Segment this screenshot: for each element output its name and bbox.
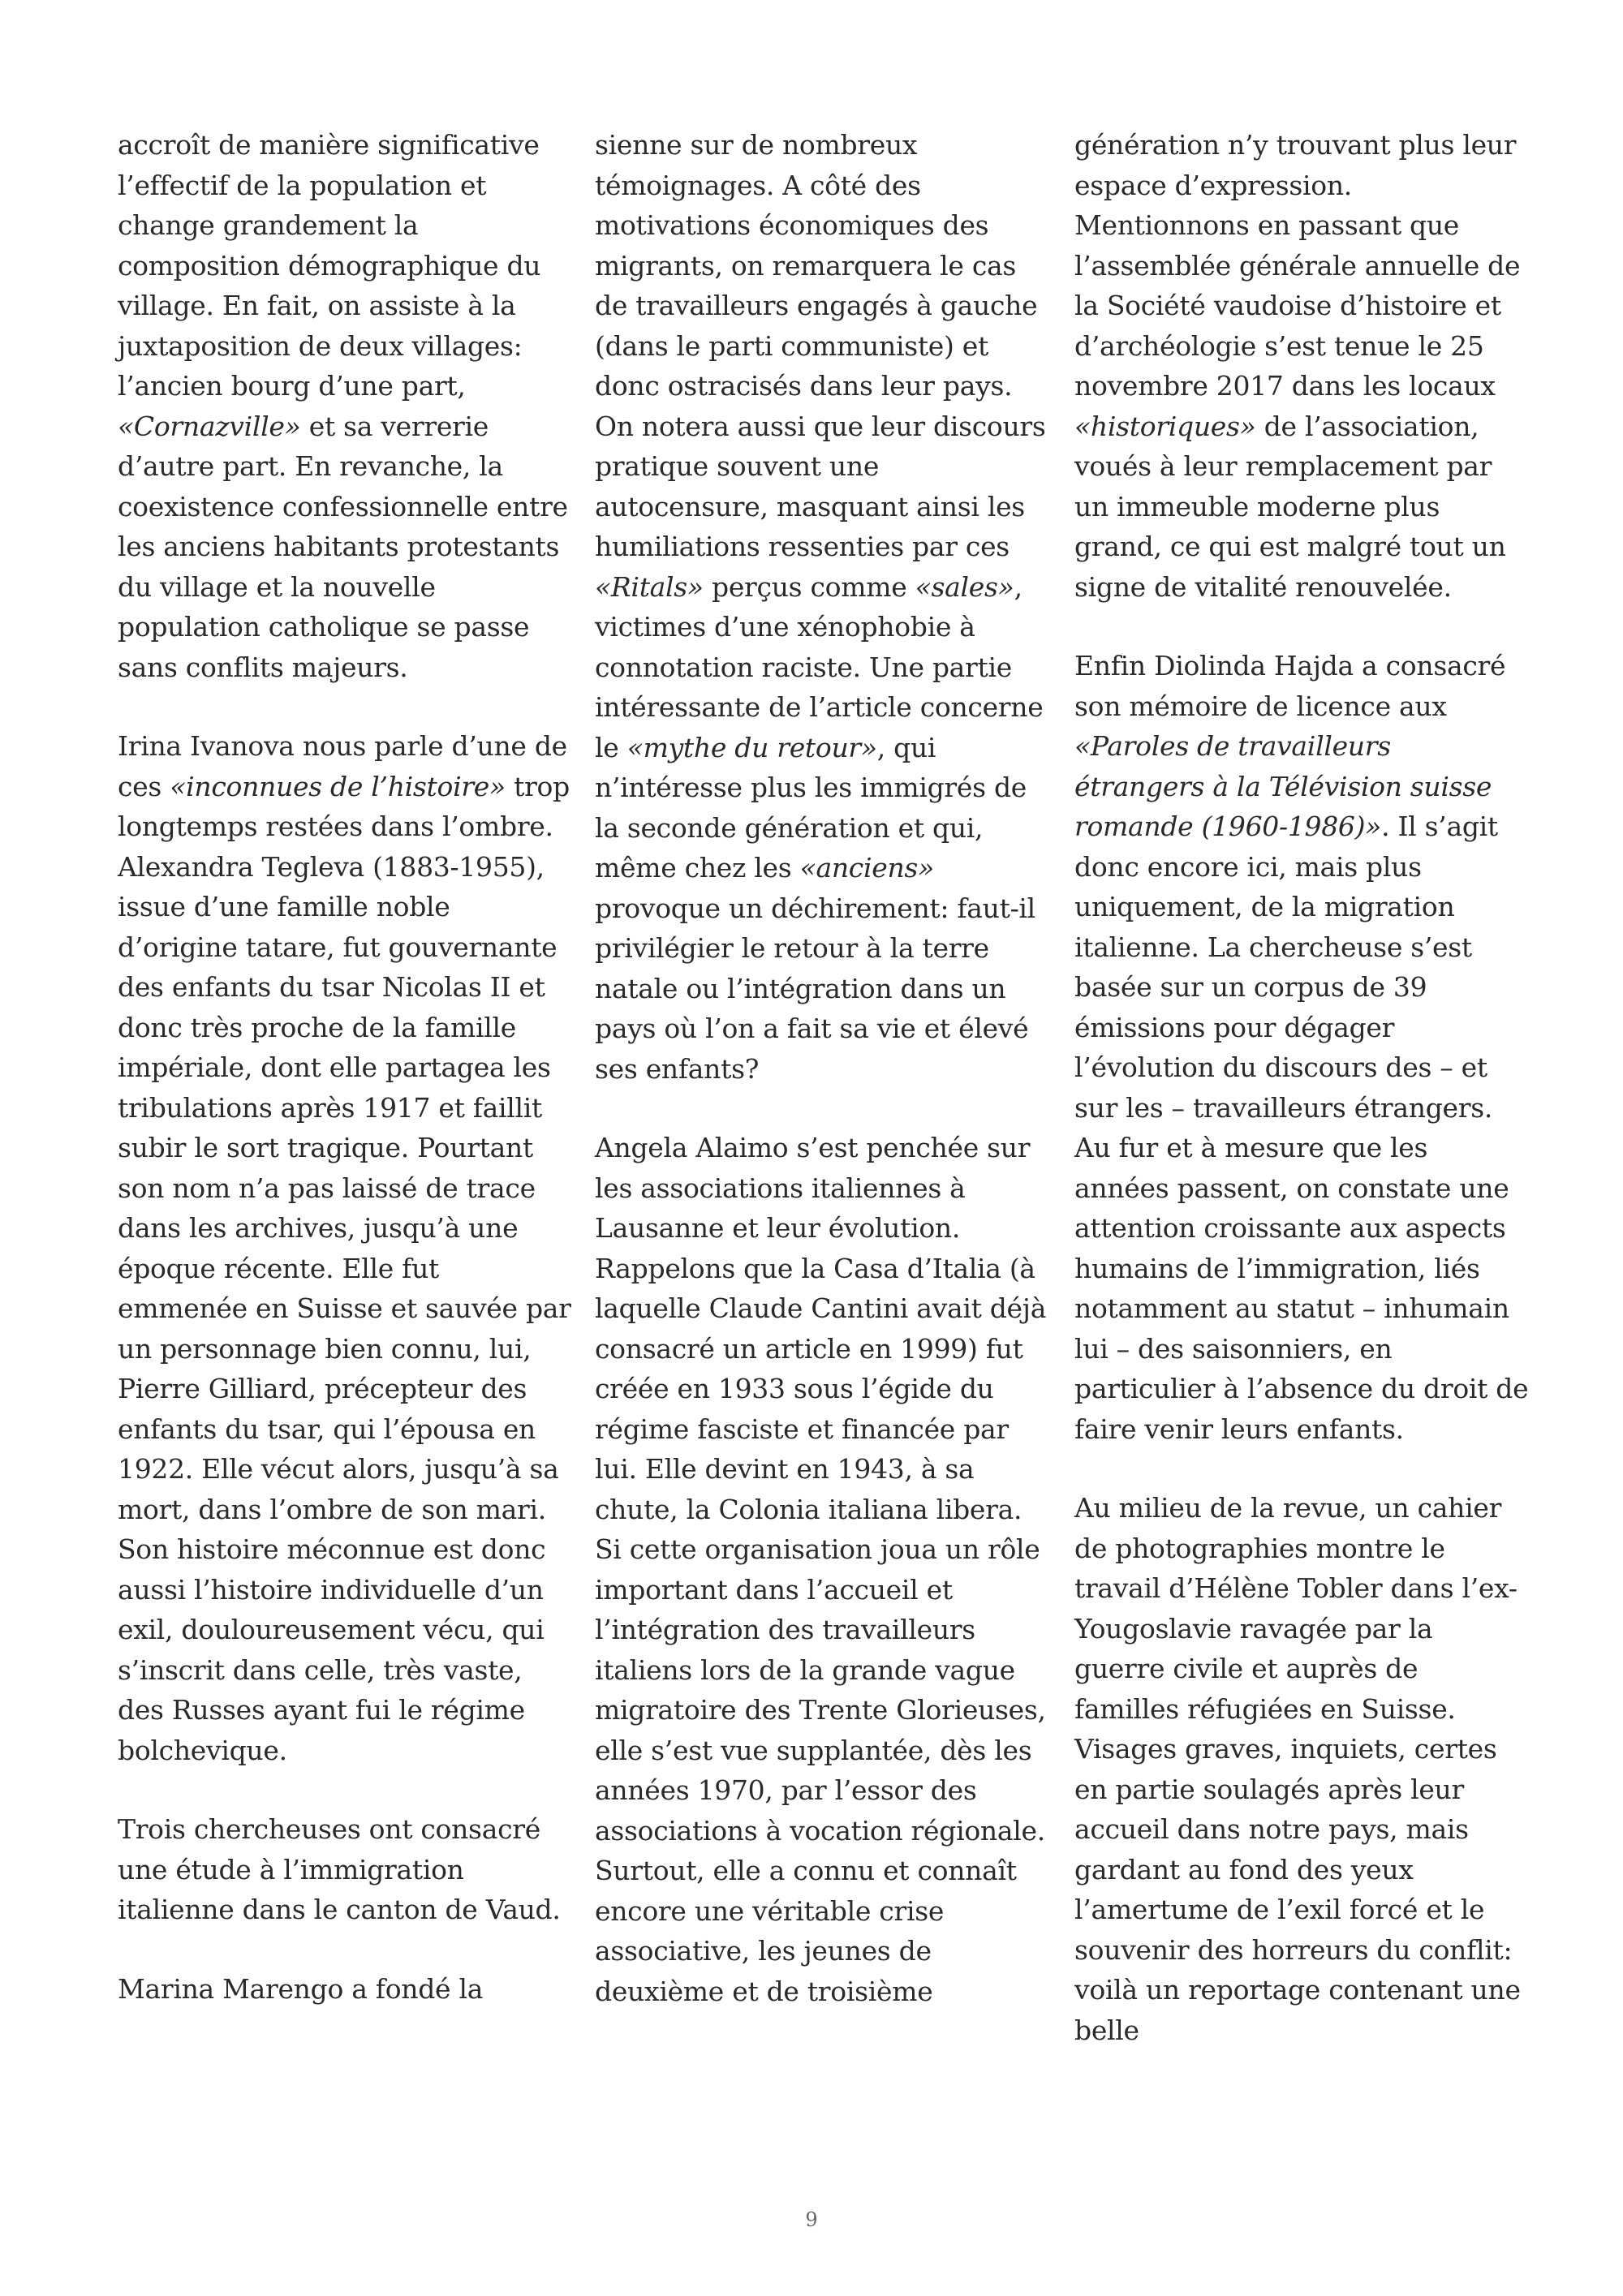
italic-quote: «Paroles de travailleurs étrangers à la Télévision suisse romande (1960-1986)» [1074,730,1492,842]
paragraph [118,1809,572,1930]
paragraph [1074,125,1529,607]
text-run: et sa verrerie d’autre part. En revanche, la coexistence confessionnelle entre les anciens habitants protestants du village et la nouvelle population catholique se passe sans conflits majeurs. [118,410,568,683]
italic-quote: «Cornazville» [118,410,301,442]
italic-quote: «mythe du retour» [626,731,877,763]
italic-quote: «anciens» [799,852,934,884]
text-run: , qui n’intéresse plus les immigrés de la seconde génération et qui, même chez les [595,731,1027,884]
paragraph [595,125,1049,1089]
italic-quote: «historiques» [1074,410,1256,442]
text-run: accroît de manière significative l’effectif de la population et change grandement la composition démographique du village. En fait, on assiste à la juxtaposition de deux villages: l’ancien bourg d’une part, [118,129,541,402]
text-run: génération n’y trouvant plus leur espace d’expression. Mentionnons en passant que l’assemblée générale annuelle de la Société vaudoise d’histoire et d’archéologie s’est tenue le 25 novembre 2017 dans les locaux [1074,129,1521,402]
text-run: , victimes d’une xénophobie à connotation raciste. Une partie intéressante de l’article concerne le [595,570,1044,763]
text-run: sienne sur de nombreux témoignages. A côté des motivations économiques des migrants, on remarquera le cas de travailleurs engagés à gauche (dans le parti communiste) et donc ostracisés dans leur pays. On notera aussi que leur discours pratique souvent une autocensure, masquant ainsi les humiliations ressenties par ces [595,129,1046,562]
paragraph [1074,646,1529,1449]
text-column-2 [595,125,1049,2011]
text-run: Angela Alaimo s’est penchée sur les associations italiennes à Lausanne et leur évolution. Rappelons que la Casa d’Italia (à laquelle Claude Cantini avait déjà consacré un article en 1999) fut créée en 1933 sous l’égide du régime fasciste et financée par lui. Elle devint en 1943, à sa chute, la Colonia italiana libera. Si cette organisation joua un rôle important dans l’accueil et l’intégration des travailleurs italiens lors de la grande vague migratoire des Trente Glorieuses, elle s’est vue supplantée, dès les années 1970, par l’essor des associations à vocation régionale. Surtout, elle a connu et connaît encore une véritable crise associative, les jeunes de deuxième et de troisième [595,1132,1047,2007]
page-number: 9 [805,2208,818,2231]
paragraph [1074,1488,1529,2050]
italic-quote: «inconnues de l’histoire» [170,770,506,802]
text-column-1 [118,125,572,2009]
text-run: Trois chercheuses ont consacré une étude à l’immigration italienne dans le canton de Vaud. [118,1813,561,1925]
text-run: trop longtemps restées dans l’ombre. Alexandra Tegleva (1883-1955), issue d’une famille noble d’origine tatare, fut gouvernante des enfants du tsar Nicolas II et donc très proche de la famille impériale, dont elle partagea les tribulations après 1917 et faillit subir le sort tragique. Pourtant son nom n’a pas laissé de trace dans les archives, jusqu’à une époque récente. Elle fut emmenée en Suisse et sauvée par un personnage bien connu, lui, Pierre Gilliard, précepteur des enfants du tsar, qui l’épousa en 1922. Elle vécut alors, jusqu’à sa mort, dans l’ombre de son mari. Son histoire méconnue est donc aussi l’histoire individuelle d’un exil, douloureusement vécu, qui s’inscrit dans celle, très vaste, des Russes ayant fui le régime bolchevique. [118,770,571,1766]
text-run: perçus comme [703,570,915,603]
paragraph [118,125,572,687]
text-run: . Il s’agit donc encore ici, mais plus uniquement, de la migration italienne. La chercheuse s’est basée sur un corpus de 39 émissions pour dégager l’évolution du discours des – et sur les – travailleurs étrangers. Au fur et à mesure que les années passent, on constate une attention croissante aux aspects humains de l’immigration, liés notamment au statut – inhumain lui – des saisonniers, en particulier à l’absence du droit de faire venir leurs enfants. [1074,810,1529,1445]
italic-quote: «Ritals» [595,570,704,603]
text-run: Au milieu de la revue, un cahier de photographies montre le travail d’Hélène Tobler dans l’ex-Yougoslavie ravagée par la guerre civile et auprès de familles réfugiées en Suisse. Visages graves, inquiets, certes en partie soulagés après leur accueil dans notre pays, mais gardant au fond des yeux l’amertume de l’exil forcé et le souvenir des horreurs du conflit: voilà un reportage contenant une belle [1074,1492,1521,2046]
text-run: de l’association, voués à leur remplacement par un immeuble moderne plus grand, ce qui est malgré tout un signe de vitalité renouvelée. [1074,410,1506,603]
text-run: provoque un déchirement: faut-il privilégier le retour à la terre natale ou l’intégration dans un pays où l’on a fait sa vie et élevé ses enfants? [595,892,1035,1085]
paragraph [118,726,572,1770]
text-column-3 [1074,125,1529,2050]
text-run: Marina Marengo a fondé la [118,1972,484,2005]
italic-quote: «sales» [915,570,1014,603]
text-run: Irina Ivanova nous parle d’une de ces [118,730,567,802]
paragraph [595,1128,1049,2011]
paragraph [118,1969,572,2010]
text-run: Enfin Diolinda Hajda a consacré son mémoire de licence aux [1074,650,1506,722]
